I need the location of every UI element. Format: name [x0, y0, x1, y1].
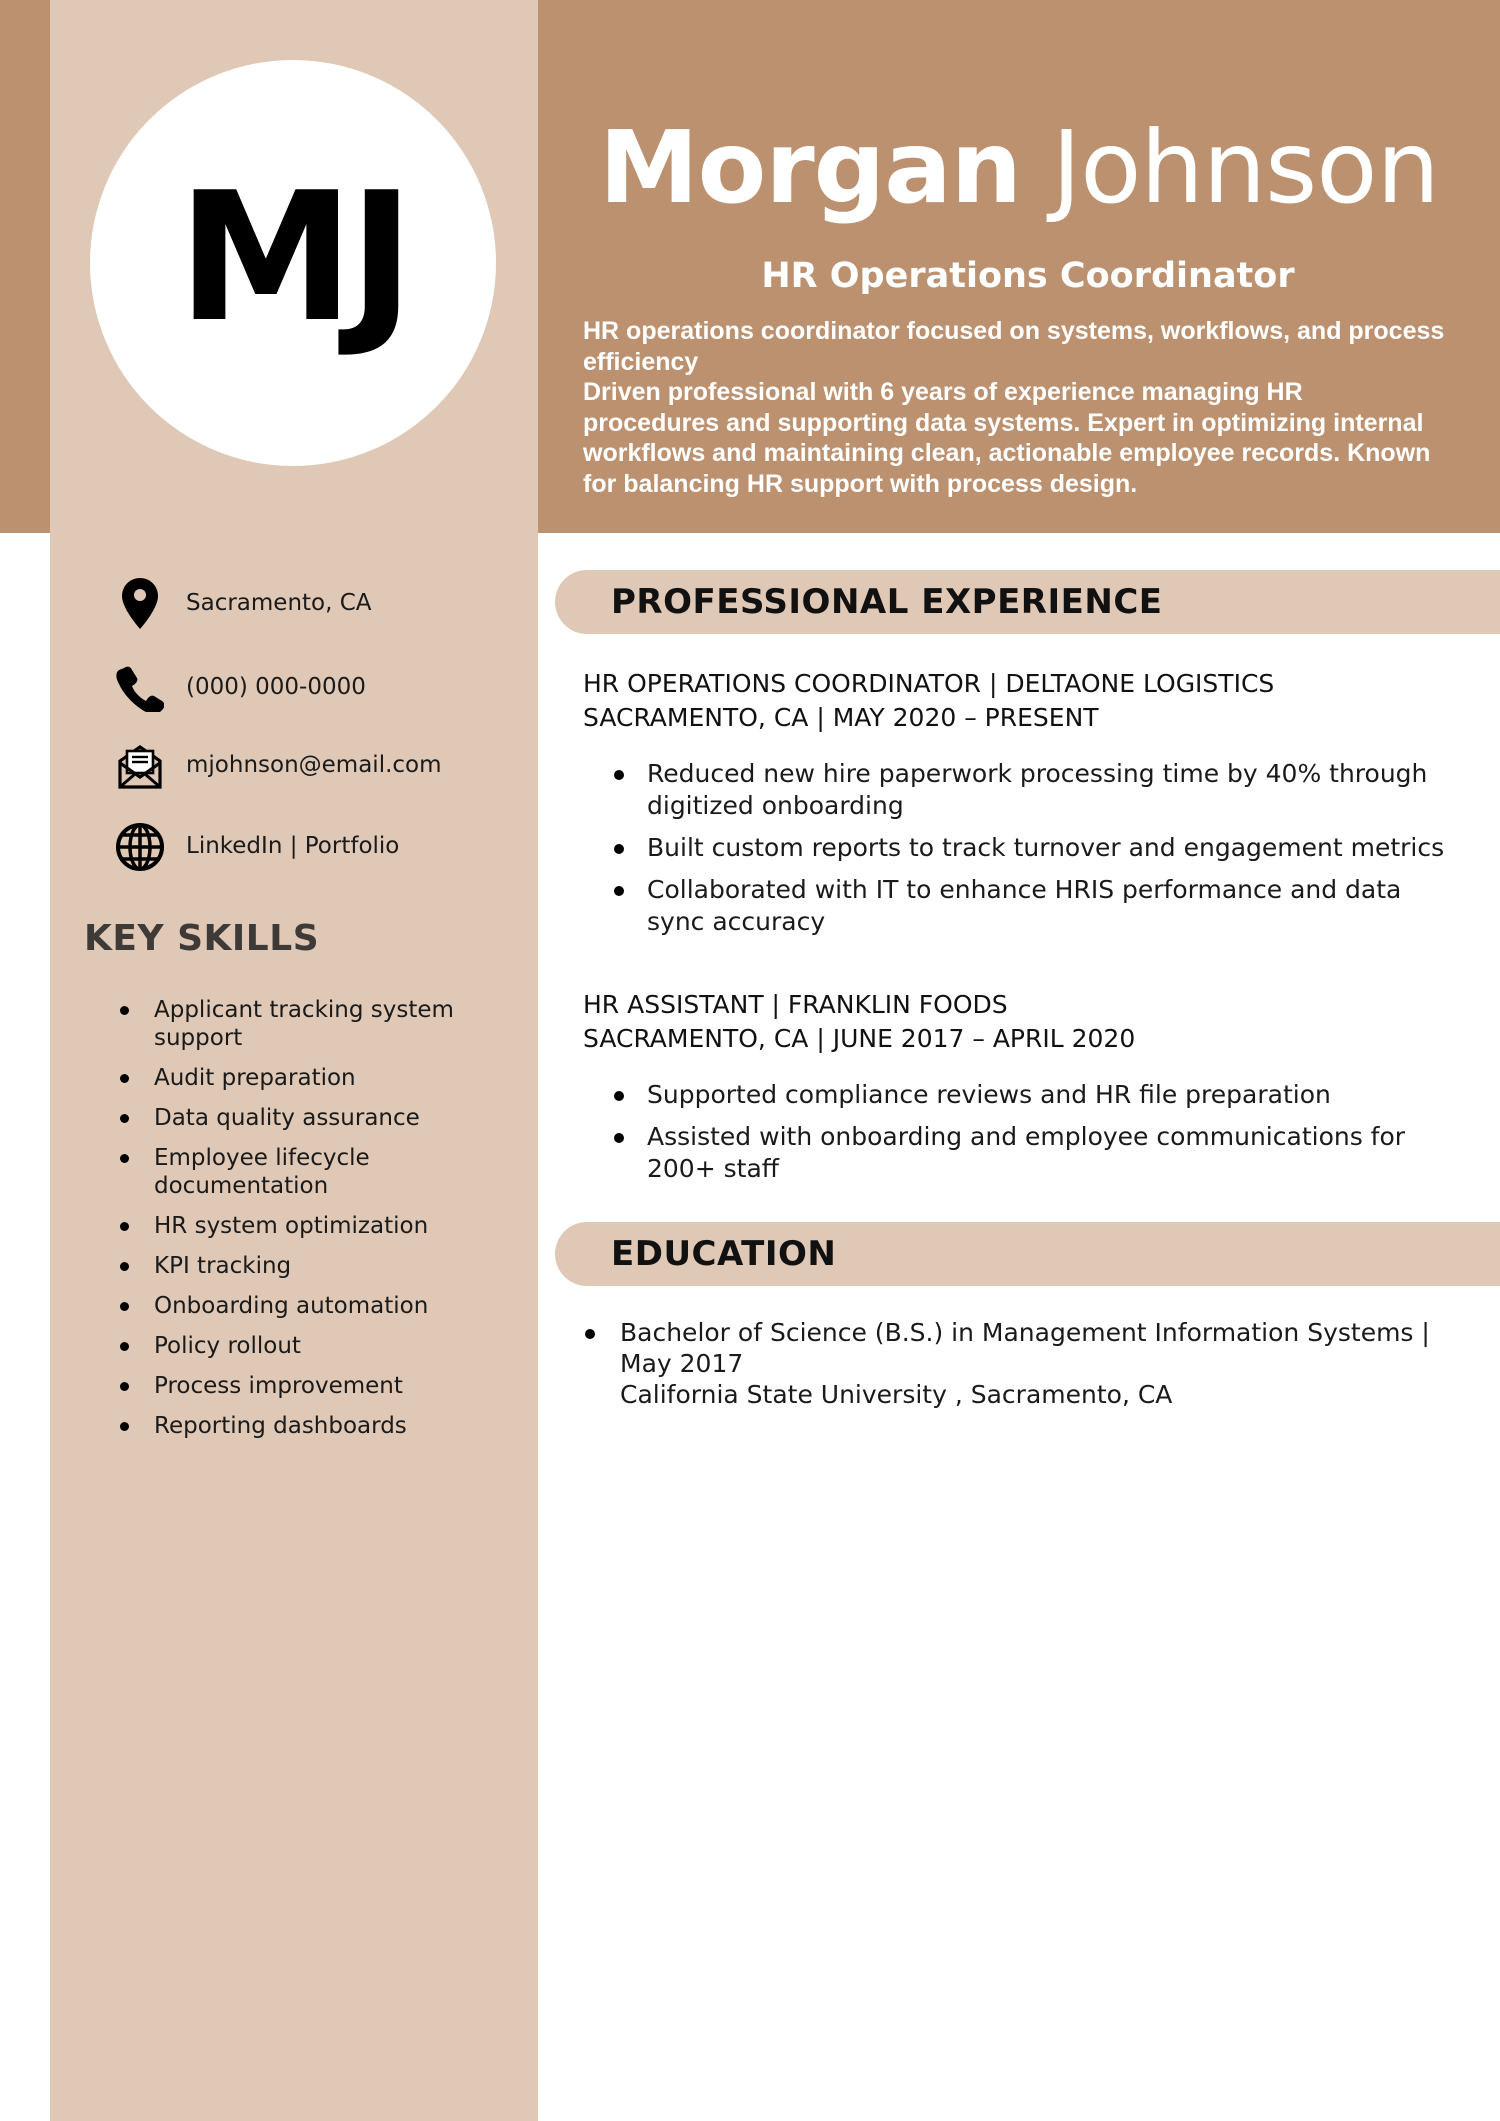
- contact-phone: [110, 660, 530, 716]
- summary-line: efficiency: [583, 347, 699, 376]
- experience-section-band: [555, 570, 1500, 634]
- school: California State University , Sacramento, CA: [620, 1380, 1173, 1409]
- job-role: HR OPERATIONS COORDINATOR | DELTAONE LOGISTICS: [583, 669, 1275, 698]
- email-link[interactable]: mjohnson@email.com: [186, 752, 442, 778]
- location-text: Sacramento, CA: [186, 590, 372, 616]
- job-bullet: Collaborated with IT to enhance HRIS performance and data sync accuracy: [583, 874, 1463, 938]
- job-bullets: [583, 758, 1463, 938]
- skill-item: KPI tracking: [118, 1252, 518, 1280]
- job-meta: SACRAMENTO, CA | JUNE 2017 – APRIL 2020: [583, 1024, 1136, 1053]
- contact-email: [110, 738, 530, 794]
- job-entry: [583, 668, 1463, 948]
- phone-link[interactable]: (000) 000-0000: [186, 674, 366, 700]
- job-meta: SACRAMENTO, CA | MAY 2020 – PRESENT: [583, 703, 1099, 732]
- summary-line: workflows and maintaining clean, actionable employee records. Known: [583, 439, 1431, 467]
- key-skills-heading: KEY SKILLS: [84, 918, 320, 959]
- job-bullet: Assisted with onboarding and employee communications for 200+ staff: [583, 1121, 1463, 1185]
- education-entry: [583, 1317, 1463, 1410]
- job-role: HR ASSISTANT | FRANKLIN FOODS: [583, 990, 1008, 1019]
- last-name: Johnson: [1051, 109, 1439, 226]
- job-bullet: Built custom reports to track turnover and engagement metrics: [583, 832, 1463, 864]
- profile-links[interactable]: LinkedIn | Portfolio: [186, 833, 400, 859]
- skill-item: Policy rollout: [118, 1332, 518, 1360]
- phone-icon: [114, 660, 166, 716]
- education-section-band: [555, 1222, 1500, 1286]
- skill-item: Reporting dashboards: [118, 1412, 518, 1440]
- avatar-initials: MJ: [177, 154, 409, 361]
- summary-line: procedures and supporting data systems. Expert in optimizing internal: [583, 408, 1424, 437]
- bullet-dot: [585, 1329, 595, 1339]
- mail-icon: [114, 738, 166, 794]
- job-bullets: [583, 1079, 1463, 1185]
- summary-line: for balancing HR support with process design.: [583, 469, 1138, 498]
- contact-location: [110, 576, 530, 632]
- avatar: [90, 60, 496, 466]
- skill-item: Data quality assurance: [118, 1104, 518, 1132]
- skill-item: Audit preparation: [118, 1064, 518, 1092]
- contact-links: [110, 819, 530, 875]
- skill-item: Employee lifecycle documentation: [118, 1144, 518, 1200]
- globe-icon: [114, 819, 166, 875]
- job-bullet: Reduced new hire paperwork processing time by 40% through digitized onboarding: [583, 758, 1463, 822]
- first-name: Morgan: [599, 109, 1021, 226]
- location-pin-icon: [114, 576, 166, 632]
- summary: [583, 316, 1483, 499]
- skill-item: Onboarding automation: [118, 1292, 518, 1320]
- job-title: HR Operations Coordinator: [761, 256, 1295, 296]
- skills-list: [118, 996, 518, 1452]
- summary-line: HR operations coordinator focused on systems, workflows, and process: [583, 317, 1445, 345]
- skill-item: Applicant tracking system support: [118, 996, 518, 1052]
- degree: Bachelor of Science (B.S.) in Management Information Systems | May 2017: [620, 1318, 1430, 1378]
- education-heading: EDUCATION: [611, 1234, 837, 1274]
- experience-heading: PROFESSIONAL EXPERIENCE: [611, 582, 1163, 622]
- job-entry: [583, 989, 1463, 1195]
- skill-item: Process improvement: [118, 1372, 518, 1400]
- person-name: [538, 109, 1500, 226]
- skill-item: HR system optimization: [118, 1212, 518, 1240]
- summary-line: Driven professional with 6 years of experience managing HR: [583, 378, 1303, 406]
- job-bullet: Supported compliance reviews and HR file preparation: [583, 1079, 1463, 1111]
